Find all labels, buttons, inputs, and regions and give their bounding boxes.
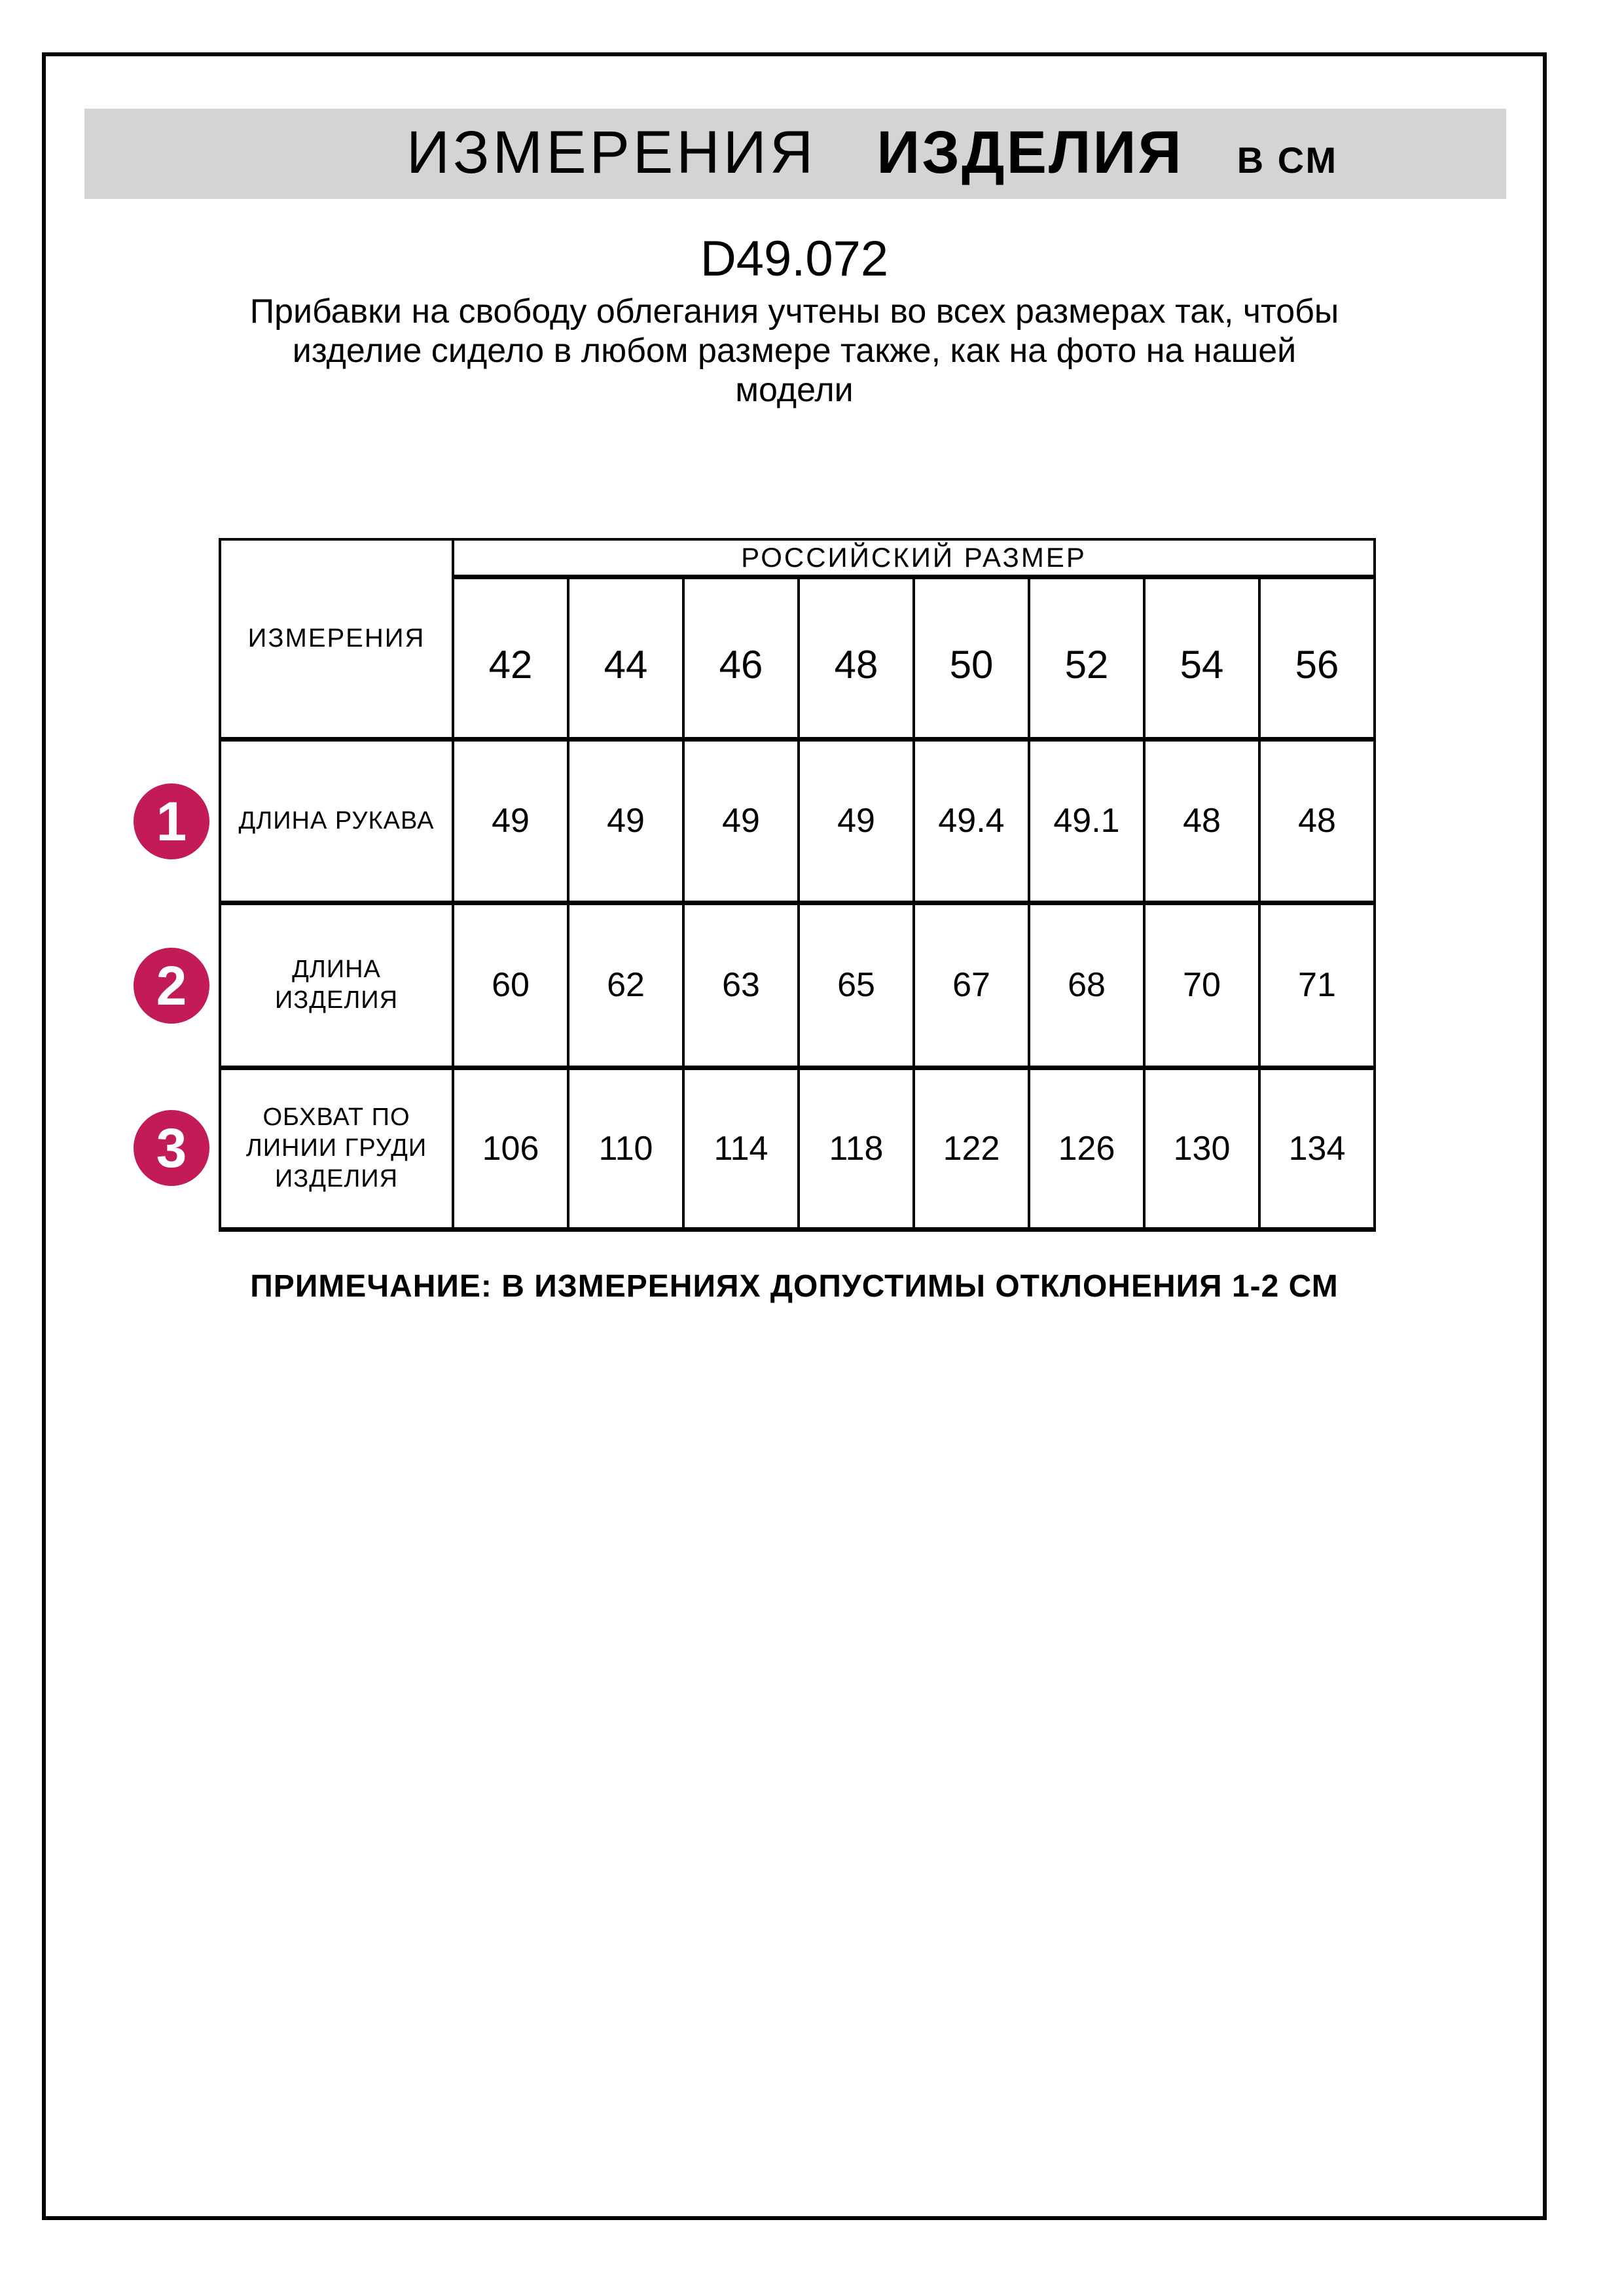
value-cell: 130	[1144, 1067, 1259, 1229]
description-line-3: модели	[735, 371, 854, 409]
table-row-product-length	[220, 903, 1375, 1067]
table-row-chest-girth	[220, 1067, 1375, 1229]
row-label-product-length: ДЛИНА ИЗДЕЛИЯ	[220, 903, 453, 1067]
value-cell: 62	[568, 903, 683, 1067]
page-title-units: В СМ	[1236, 139, 1339, 181]
value-cell: 68	[1029, 903, 1144, 1067]
size-header-48: 48	[799, 577, 914, 739]
value-cell: 48	[1144, 739, 1259, 903]
russian-size-header-cell: РОССИЙСКИЙ РАЗМЕР	[453, 539, 1375, 577]
value-cell: 49	[799, 739, 914, 903]
row-marker-1-number: 1	[156, 790, 187, 852]
value-cell: 126	[1029, 1067, 1144, 1229]
page-title-word-measurements: ИЗМЕРЕНИЯ	[406, 119, 817, 186]
size-table	[219, 538, 1376, 1232]
title-banner	[84, 109, 1506, 199]
value-cell: 49.1	[1029, 739, 1144, 903]
size-header-56: 56	[1259, 577, 1375, 739]
row-marker-2-number: 2	[156, 954, 187, 1016]
description	[42, 292, 1547, 410]
value-cell: 63	[683, 903, 799, 1067]
value-cell: 49	[453, 739, 568, 903]
size-header-50: 50	[914, 577, 1029, 739]
value-cell: 48	[1259, 739, 1375, 903]
measurements-header-cell: ИЗМЕРЕНИЯ	[220, 539, 453, 739]
value-cell: 114	[683, 1067, 799, 1229]
description-line-1: Прибавки на свободу облегания учтены во всех размерах так, чтобы	[249, 293, 1339, 331]
row-marker-3-number: 3	[156, 1117, 187, 1179]
value-cell: 49.4	[914, 739, 1029, 903]
row-marker-1-badge	[134, 783, 209, 859]
tolerance-note: ПРИМЕЧАНИЕ: В ИЗМЕРЕНИЯХ ДОПУСТИМЫ ОТКЛОНЕНИЯ 1-2 СМ	[250, 1269, 1339, 1304]
description-line-2: изделие сидело в любом размере также, как на фото на нашей	[292, 332, 1297, 370]
product-code: D49.072	[700, 231, 889, 287]
row-marker-2-badge	[134, 948, 209, 1024]
size-header-44: 44	[568, 577, 683, 739]
size-header-52: 52	[1029, 577, 1144, 739]
value-cell: 118	[799, 1067, 914, 1229]
value-cell: 106	[453, 1067, 568, 1229]
value-cell: 67	[914, 903, 1029, 1067]
row-label-chest-girth: ОБХВАТ ПО ЛИНИИ ГРУДИ ИЗДЕЛИЯ	[220, 1067, 453, 1229]
row-label-sleeve-length: ДЛИНА РУКАВА	[220, 739, 453, 903]
size-header-54: 54	[1144, 577, 1259, 739]
value-cell: 70	[1144, 903, 1259, 1067]
size-header-42: 42	[453, 577, 568, 739]
page-title-word-product: ИЗДЕЛИЯ	[876, 119, 1183, 186]
size-header-46: 46	[683, 577, 799, 739]
table-header-row-group	[220, 539, 1375, 577]
value-cell: 49	[683, 739, 799, 903]
value-cell: 134	[1259, 1067, 1375, 1229]
value-cell: 110	[568, 1067, 683, 1229]
value-cell: 65	[799, 903, 914, 1067]
value-cell: 122	[914, 1067, 1029, 1229]
table-row-sleeve-length	[220, 739, 1375, 903]
value-cell: 49	[568, 739, 683, 903]
value-cell: 60	[453, 903, 568, 1067]
value-cell: 71	[1259, 903, 1375, 1067]
row-marker-3-badge	[134, 1110, 209, 1186]
